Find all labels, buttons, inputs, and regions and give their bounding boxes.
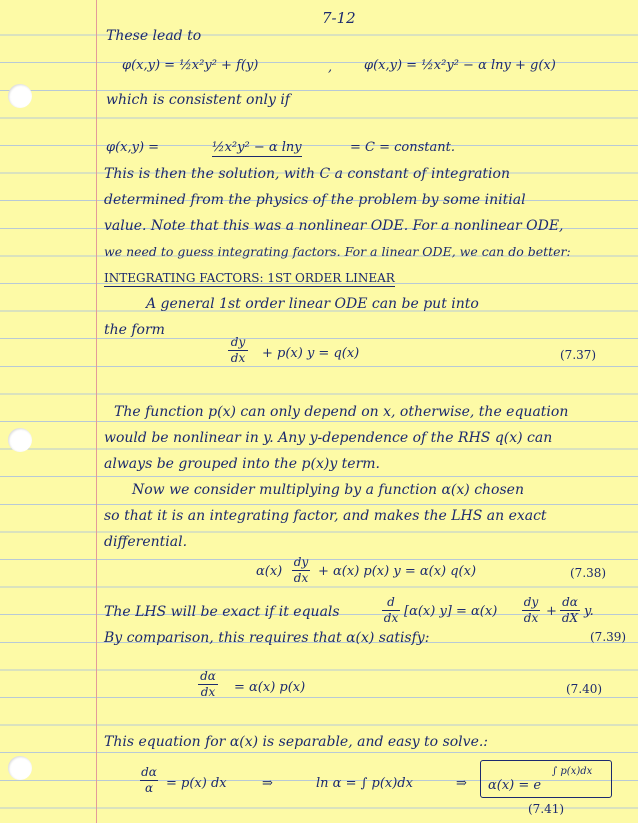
margin-line [96, 0, 97, 823]
denominator: dx [293, 571, 309, 585]
fraction [382, 596, 400, 625]
equation: ln α = ∫ p(x)dx [316, 776, 413, 791]
equation: + [546, 604, 557, 619]
denominator: dx [383, 611, 399, 625]
text-line: Now we consider multiplying by a function α(x) chosen [132, 482, 524, 498]
equation: = C = constant. [350, 140, 455, 155]
equation: y. [584, 604, 594, 619]
implies-arrow: ⇒ [262, 776, 273, 791]
equation-number: (7.39) [590, 630, 627, 644]
equation: = α(x) p(x) [234, 680, 306, 695]
implies-arrow: ⇒ [456, 776, 467, 791]
equation: φ(x,y) = [106, 140, 160, 155]
page-number: 7-12 [322, 9, 356, 27]
exponent: ∫ p(x)dx [552, 766, 593, 777]
equation: + p(x) y = q(x) [262, 346, 360, 361]
punch-hole [8, 84, 32, 108]
text-line: we need to guess integrating factors. For a linear ODE, we can do better: [104, 244, 571, 259]
denominator: dx [200, 685, 216, 699]
equation: ½x²y² − α lny [212, 140, 302, 155]
equation: α(x) [256, 564, 283, 579]
equation: [α(x) y] = α(x) [404, 604, 498, 619]
equation-number: (7.38) [570, 566, 607, 580]
text-line: This is then the solution, with C a constant of integration [104, 166, 510, 182]
denominator: α [144, 781, 154, 795]
text-line: The function p(x) can only depend on x, otherwise, the equation [114, 404, 569, 420]
equation: + α(x) p(x) y = α(x) q(x) [318, 564, 477, 579]
text-line: differential. [104, 534, 188, 550]
text-line: would be nonlinear in y. Any y-dependence of the RHS q(x) can [104, 430, 553, 446]
text-line: so that it is an integrating factor, and makes the LHS an exact [104, 508, 547, 524]
denominator: dx [523, 611, 539, 625]
equation-number: (7.37) [560, 348, 597, 362]
text-line: A general 1st order linear ODE can be put into [146, 296, 479, 312]
text-line: which is consistent only if [106, 92, 290, 108]
equation: φ(x,y) = ½x²y² − α lny + g(x) [364, 58, 556, 73]
text-line: By comparison, this requires that α(x) satisfy: [104, 630, 430, 646]
fraction [228, 336, 248, 365]
fraction [198, 670, 218, 699]
equation: , [328, 60, 333, 75]
numerator: dα [200, 669, 216, 683]
text-line: determined from the physics of the problem by some initial [104, 192, 526, 208]
text-line: the form [104, 322, 165, 338]
text-line: This equation for α(x) is separable, and easy to solve.: [104, 734, 489, 750]
fraction [560, 596, 580, 625]
numerator: d [387, 595, 395, 609]
numerator: dα [141, 765, 157, 779]
numerator: dy [523, 595, 539, 609]
numerator: dy [230, 335, 246, 349]
text-line: The LHS will be exact if it equals [104, 604, 340, 620]
text-line: value. Note that this was a nonlinear ODE. For a nonlinear ODE, [104, 218, 564, 234]
text-line: always be grouped into the p(x)y term. [104, 456, 381, 472]
fraction [292, 556, 310, 585]
equation: φ(x,y) = ½x²y² + f(y) [122, 58, 259, 73]
fraction [522, 596, 540, 625]
equation: α(x) = e [488, 778, 542, 793]
section-heading: INTEGRATING FACTORS: 1ST ORDER LINEAR [104, 271, 395, 285]
punch-hole [8, 428, 32, 452]
denominator: dx [230, 351, 246, 365]
equation-number: (7.40) [566, 682, 603, 696]
punch-hole [8, 756, 32, 780]
denominator: dX [561, 611, 579, 625]
text-line: These lead to [106, 28, 202, 44]
equation-number: (7.41) [528, 802, 565, 816]
numerator: dα [562, 595, 578, 609]
fraction [140, 766, 158, 795]
numerator: dy [293, 555, 309, 569]
equation: = p(x) dx [166, 776, 227, 791]
